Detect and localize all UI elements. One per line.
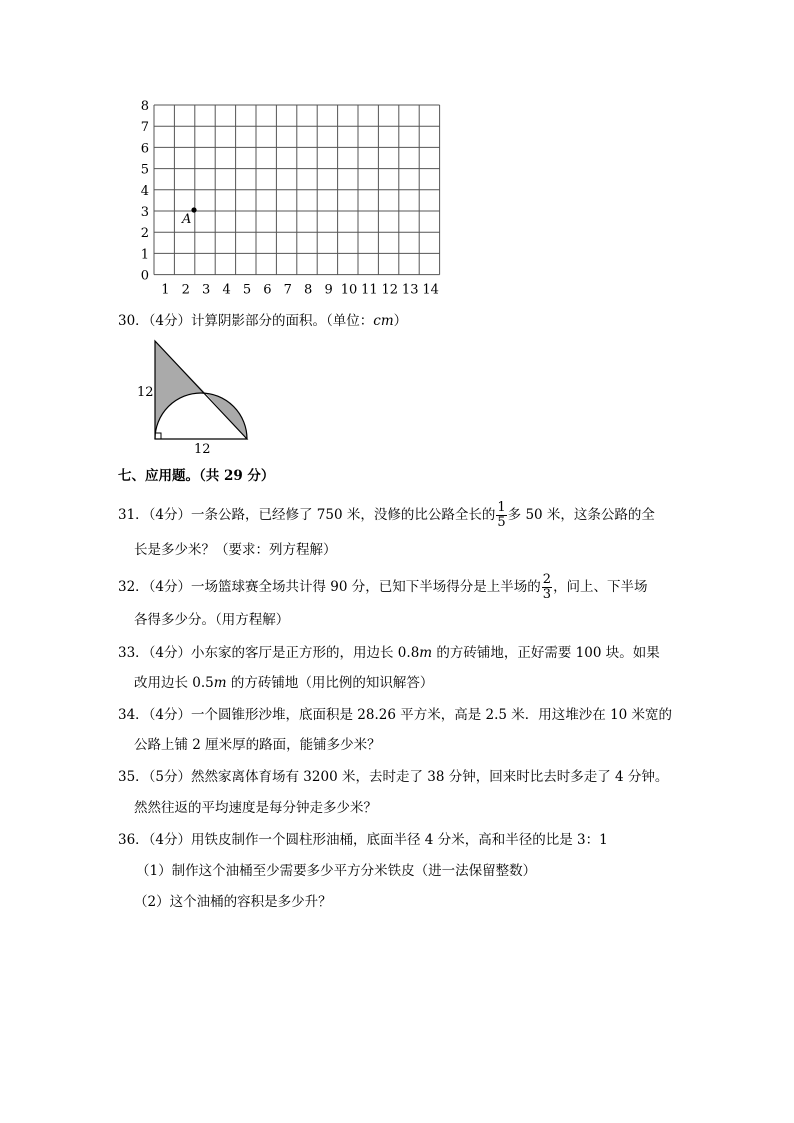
question-32-text: 32．（4分）一场篮球赛全场共计得 90 分，已知下半场得分是上半场的	[118, 579, 541, 595]
question-33-line1: 33．（4分）小东家的客厅是正方形的，用边长 0.8m 的方砖铺地，正好需要 100 块。如果	[118, 645, 660, 661]
x-axis-label: 13	[401, 282, 419, 298]
question-36-line1: 36．（4分）用铁皮制作一个圆柱形油桶，底面半径 4 分米，高和半径的比是 3：1	[118, 832, 608, 848]
y-axis-label: 1	[140, 247, 149, 263]
x-axis-label: 6	[263, 282, 272, 298]
question-36-sub1: （1）制作这个油桶至少需要多少平方分米铁皮（进一法保留整数）	[136, 863, 537, 879]
question-31-line1	[118, 501, 655, 530]
x-axis-label: 7	[283, 282, 292, 298]
section-7-title: 七、应用题。（共 29 分）	[118, 468, 275, 484]
question-31-text-post: 多 50 米，这条公路的全	[507, 507, 655, 523]
x-axis-label: 12	[381, 282, 399, 298]
x-axis-label: 14	[422, 282, 439, 298]
y-axis-label: 5	[140, 162, 149, 178]
y-axis-label: 8	[140, 99, 149, 114]
side-bottom-label: 12	[194, 442, 211, 457]
question-34-line1: 34．（4分）一个圆锥形沙堆，底面积是 28.26 平方米，高是 2.5 米．用这堆沙在 10 米宽的	[118, 707, 673, 723]
fraction-one-fifth: $\frac{1}{5}$	[497, 500, 506, 530]
y-axis-label: 4	[140, 183, 149, 199]
fraction-two-thirds: $\frac{2}{3}$	[542, 572, 552, 602]
x-axis-label: 5	[242, 282, 252, 298]
x-axis-label: 11	[361, 282, 378, 298]
question-32-line1	[118, 573, 648, 602]
point-a-dot	[191, 207, 196, 212]
x-axis-label: 3	[202, 282, 211, 298]
question-35-line2: 然然往返的平均速度是每分钟走多少米？	[134, 800, 377, 816]
question-30	[118, 311, 407, 331]
y-axis-label: 0	[140, 268, 149, 284]
y-axis-label: 7	[140, 120, 149, 136]
x-axis-label: 4	[222, 282, 231, 298]
x-axis-label: 1	[161, 282, 170, 298]
question-33-line2: 改用边长 0.5m 的方砖铺地（用比例的知识解答）	[134, 675, 434, 691]
point-a-label: A	[182, 212, 192, 227]
coordinate-grid	[130, 98, 460, 303]
question-32-line2: 各得多少分。（用方程解）	[134, 612, 290, 628]
x-axis-label: 10	[340, 282, 358, 298]
x-axis-label: 9	[324, 282, 333, 298]
y-axis-label: 6	[140, 141, 149, 157]
x-axis-label: 8	[304, 282, 313, 298]
grid-lines	[154, 105, 440, 275]
question-31-line2: 长是多少米？（要求：列方程解）	[134, 542, 337, 558]
question-30-unit: cm	[373, 313, 394, 329]
question-30-text: 30．（4分）计算阴影部分的面积。（单位：	[118, 313, 374, 329]
question-31-text: 31．（4分）一条公路，已经修了 750 米，没修的比公路全长的	[118, 507, 496, 523]
right-angle-mark	[155, 433, 161, 439]
shaded-area-figure	[130, 334, 260, 459]
y-axis-label: 3	[140, 205, 149, 220]
side-left-label: 12	[137, 385, 154, 400]
question-32-text-post: ，问上、下半场	[553, 579, 648, 595]
question-35-line1: 35．（5分）然然家离体育场有 3200 米，去时走了 38 分钟，回来时比去时多走了 4 分钟。	[118, 769, 669, 785]
shaded-triangle-part	[155, 341, 206, 439]
question-36-sub2: （2）这个油桶的容积是多少升？	[134, 894, 332, 910]
y-axis-label: 2	[140, 226, 149, 242]
question-30-close: ）	[393, 313, 408, 329]
question-34-line2: 公路上铺 2 厘米厚的路面，能铺多少米？	[134, 737, 381, 753]
x-axis-label: 2	[181, 282, 190, 298]
grid-labels	[141, 99, 439, 298]
